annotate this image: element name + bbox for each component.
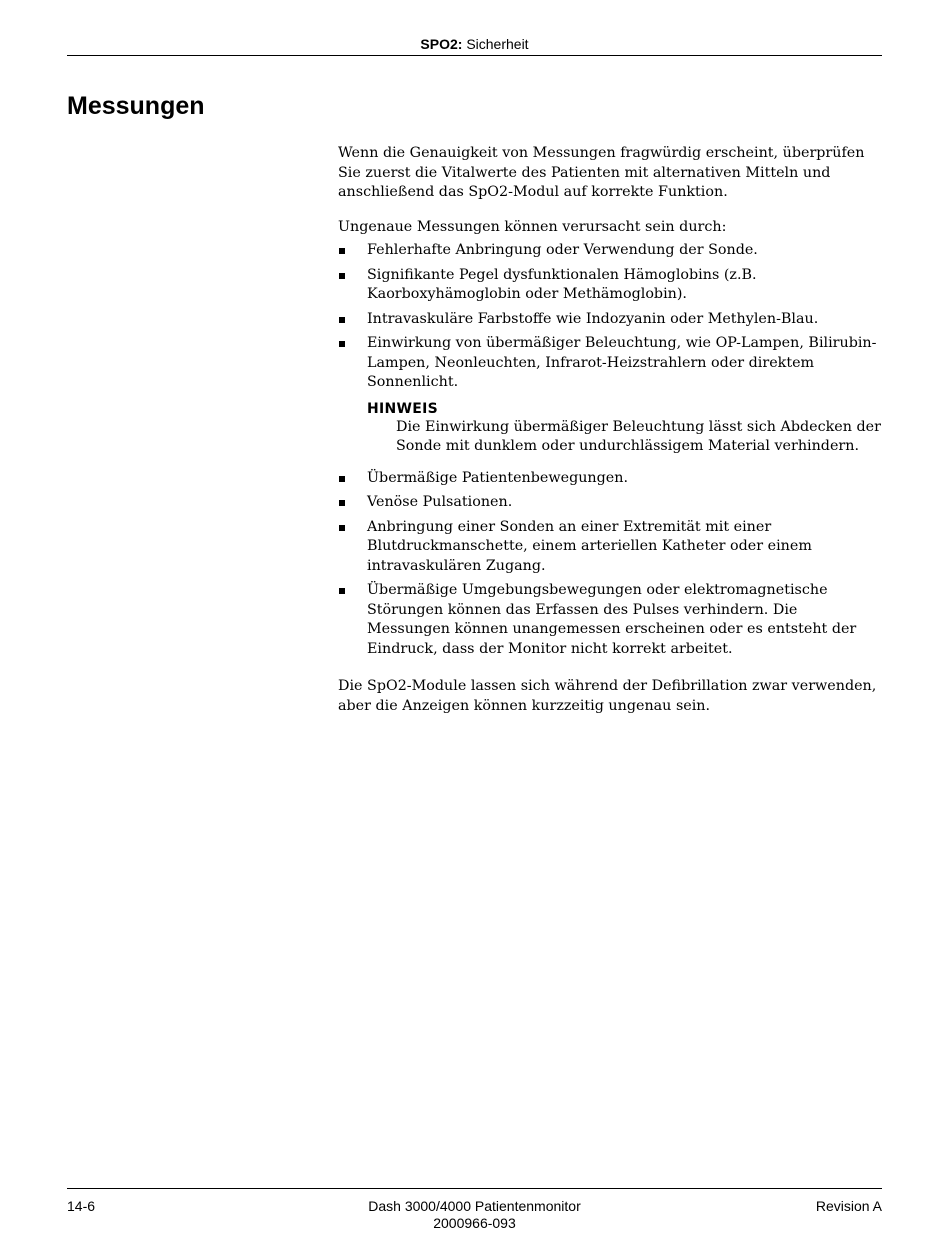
bullet-square-icon [339,525,345,531]
header-section-title: Sicherheit [466,36,529,52]
bullet-square-icon [339,476,345,482]
intro-paragraph: Wenn die Genauigkeit von Messungen fragwürdig erscheint, überprüfen Sie zuerst die Vitalwerte des Patienten mit alternativen Mitteln und anschließend das SpO2-Modul auf korrekte Funktion. [338,145,865,200]
list-item-text: Venöse Pulsationen. [367,494,513,510]
product-name: Dash 3000/4000 Patientenmonitor [368,1198,581,1214]
cause-list-a [338,241,883,457]
list-item [338,241,883,261]
note-box [367,400,883,457]
running-header [67,34,882,56]
list-item-text: Signifikante Pegel dysfunktionalen Hämoglobins (z.B. Kaorboxyhämoglobin oder Methämoglobin). [367,266,757,302]
list-item [338,469,883,489]
bullet-square-icon [339,588,345,594]
list-item-text: Fehlerhafte Anbringung oder Verwendung der Sonde. [367,242,758,258]
list-item-text: Übermäßige Patientenbewegungen. [367,469,629,486]
cause-list-b [338,469,883,660]
page-heading: Messungen [67,92,205,120]
page-number: 14-6 [67,1198,96,1214]
footer-divider [67,1188,882,1189]
list-item [338,581,883,659]
revision-label: Revision A [815,1198,882,1214]
header-section-label: SPO2: [420,36,463,52]
list-item [338,334,883,457]
list-item [338,266,883,305]
document-number: 2000966-093 [433,1215,516,1231]
bullet-square-icon [339,273,345,279]
note-text: Die Einwirkung übermäßiger Beleuchtung lässt sich Abdecken der Sonde mit dunklem oder undurchlässigem Material verhindern. [396,418,881,454]
bullet-square-icon [339,341,345,347]
bullet-square-icon [339,500,345,506]
list-item-text: Anbringung einer Sonden an einer Extremität mit einer Blutdruckmanschette, einem arteriellen Katheter oder einem intravaskulären Zugang. [367,518,812,574]
list-item-text: Einwirkung von übermäßiger Beleuchtung, wie OP-Lampen, Bilirubin-Lampen, Neonleuchten, Infrarot-Heizstrahlern oder direktem Sonnenlicht. [367,335,877,390]
list-item-text: Intravaskuläre Farbstoffe wie Indozyanin oder Methylen-Blau. [367,310,819,327]
list-item [338,310,883,330]
list-item-text: Übermäßige Umgebungsbewegungen oder elektromagnetische Störungen können das Erfassen des Pulses verhindern. Die Messungen können unangemessen erscheinen oder es entsteht der Eindruck, dass der Monitor nicht korrekt arbeitet. [367,582,857,657]
list-item [338,518,883,577]
lead-paragraph: Ungenaue Messungen können verursacht sein durch: [338,218,727,235]
final-paragraph: Die SpO2-Module lassen sich während der Defibrillation zwar verwenden, aber die Anzeigen können kurzzeitig ungenau sein. [338,678,877,714]
bullet-square-icon [339,248,345,254]
note-title: HINWEIS [367,400,439,417]
bullet-square-icon [339,317,345,323]
body-content [338,144,883,716]
list-item [338,493,883,513]
footer-center [67,1198,882,1232]
